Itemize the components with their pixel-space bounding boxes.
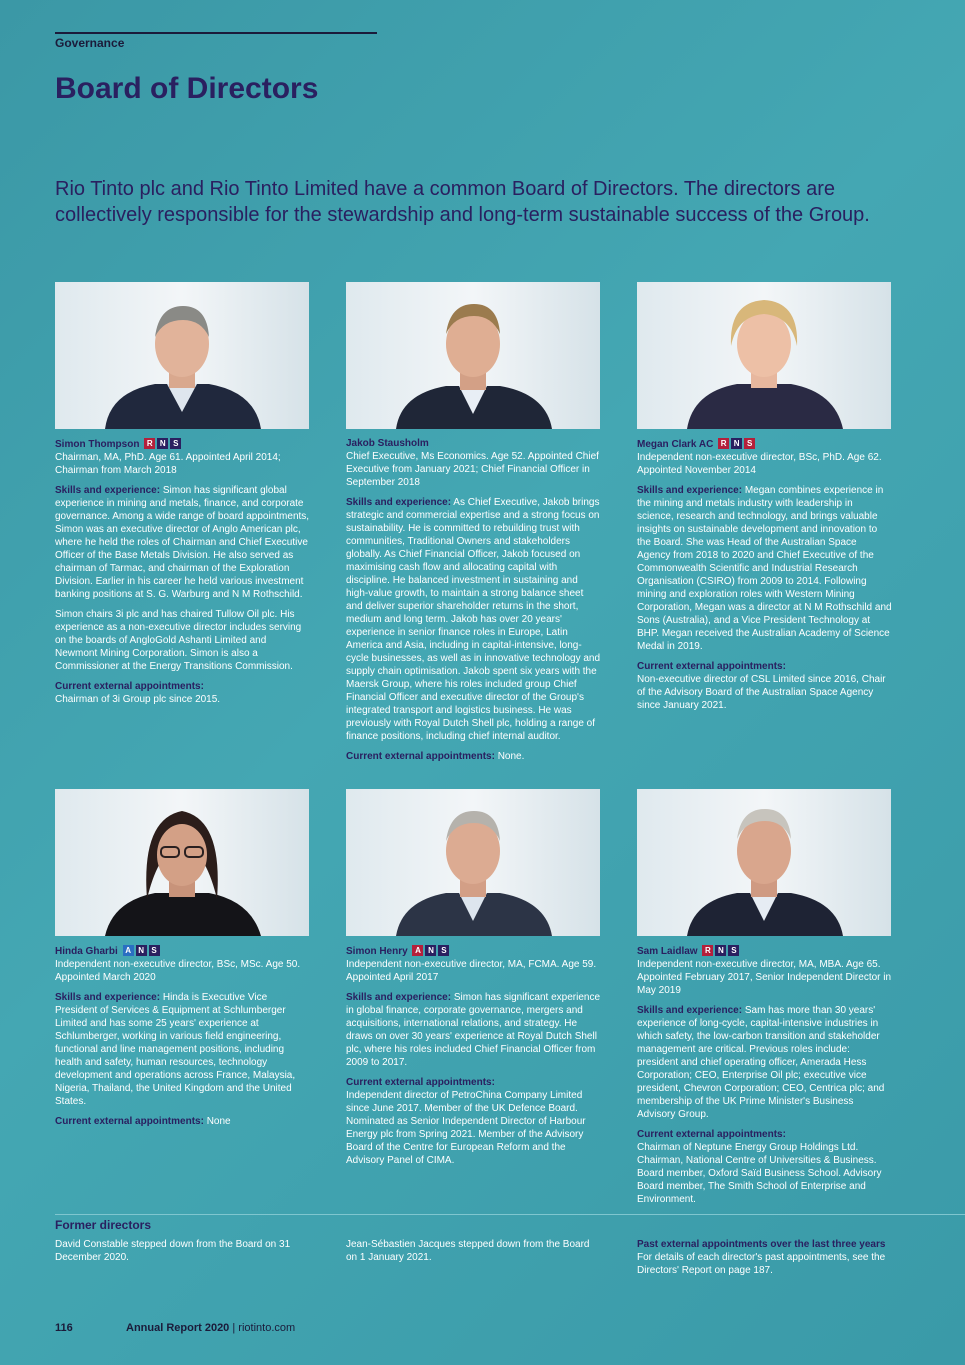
current-text: None — [206, 1116, 231, 1127]
section-label: Governance — [55, 36, 125, 50]
page-number: 116 — [55, 1322, 73, 1334]
skills-label: Skills and experience: — [346, 992, 452, 1003]
skills-label: Skills and experience: — [55, 992, 161, 1003]
current-label: Current external appointments: — [55, 681, 204, 692]
director-photo — [346, 282, 600, 429]
past-appointments-title: Past external appointments over the last three years — [637, 1239, 886, 1250]
director-photo — [346, 789, 600, 936]
director-role: Independent non-executive director, MA, MBA. Age 65. Appointed February 2017, Senior Independent Director in May 2019 — [637, 959, 892, 996]
committee-badge: R — [718, 438, 729, 449]
director-current — [55, 680, 310, 706]
director-skills — [637, 1004, 892, 1121]
director-current — [346, 1076, 601, 1167]
director-name: Simon Thompson — [55, 439, 140, 450]
skills-text: As Chief Executive, Jakob brings strategic and commercial expertise and a strong focus on sustainability. He is committed to rebuilding trust with communities, Traditional Owners and stakeholders globally. As Chief Financial Officer, Jakob focused on maximising cash flow and allocating capital with discipline. He balanced investment in sustaining and high-value growth, to maintain a strong balance sheet and deliver superior shareholder returns in the short, medium and long term. Jakob has over 20 years' experience in senior finance roles in Europe, Latin America and Asia, including in capital-intensive, long-cycle businesses, as well as in innovative technology and supply chain optimisation. Jakob spent six years with the Maersk Group, where his roles included group Chief Financial Officer and executive director of the Group's integrated transport and logistics business. He was previously with Royal Dutch Shell plc, holding a range of finance positions, including chief internal auditor. — [346, 497, 601, 742]
committee-badge: S — [744, 438, 755, 449]
director-role: Chairman, MA, PhD. Age 61. Appointed April 2014; Chairman from March 2018 — [55, 452, 281, 476]
current-label: Current external appointments: — [346, 1077, 495, 1088]
report-label — [126, 1322, 295, 1334]
skills-label: Skills and experience: — [637, 1005, 743, 1016]
director-skills — [346, 496, 601, 743]
director-photo — [637, 789, 891, 936]
director-card — [637, 282, 892, 712]
report-site: riotinto.com — [238, 1322, 296, 1334]
current-label: Current external appointments: — [637, 661, 786, 672]
current-text: Chairman of Neptune Energy Group Holdings Ltd. Chairman, National Centre of Universities & Business. Board member, Oxford Saïd Business School. Advisory Board member, The Smith School of Enterprise and Environment. — [637, 1142, 882, 1205]
director-skills — [346, 991, 601, 1069]
page-title: Board of Directors — [55, 72, 319, 105]
director-skills — [637, 484, 892, 653]
past-appointments-text: For details of each director's past appointments, see the Directors' Report on page 187. — [637, 1252, 886, 1276]
director-current — [637, 1128, 892, 1206]
director-card — [55, 282, 310, 706]
committee-badge: N — [157, 438, 168, 449]
director-name-line — [637, 437, 892, 451]
current-label: Current external appointments: — [637, 1129, 786, 1140]
current-text: None. — [497, 751, 525, 762]
committee-badges — [410, 944, 449, 957]
committee-badge: N — [425, 945, 436, 956]
director-current — [346, 750, 601, 763]
committee-badges — [700, 944, 739, 957]
director-card — [55, 789, 310, 1128]
director-card — [346, 789, 601, 1167]
committee-badges — [142, 437, 181, 450]
skills-text: Simon has significant experience in global finance, corporate governance, mergers and acquisitions, international relations, and strategy. He draws on over 30 years' experience at Royal Dutch Shell plc, where his roles included Chief Financial Officer from 2009 to 2017. — [346, 992, 601, 1068]
director-card — [637, 789, 892, 1206]
director-role: Independent non-executive director, BSc, MSc. Age 50. Appointed March 2020 — [55, 959, 301, 983]
committee-badge: R — [702, 945, 713, 956]
committee-badge: S — [170, 438, 181, 449]
director-name-line — [55, 944, 310, 958]
director-extra: Simon chairs 3i plc and has chaired Tullow Oil plc. His experience as a non-executive director includes serving on the boards of AngloGold Ashanti Limited and Newmont Mining Corporation. Simon is also a Commissioner at the Energy Transitions Commission. — [55, 609, 302, 672]
report-separator: | — [232, 1322, 236, 1334]
director-name-line — [346, 944, 601, 958]
committee-badge: N — [731, 438, 742, 449]
skills-label: Skills and experience: — [346, 497, 452, 508]
current-text: Non-executive director of CSL Limited since 2016, Chair of the Advisory Board of the Australian Space Agency since January 2021. — [637, 674, 886, 711]
committee-badge: R — [144, 438, 155, 449]
director-current — [637, 660, 892, 712]
committee-badge: A — [123, 945, 134, 956]
director-card — [346, 282, 601, 763]
director-name: Jakob Stausholm — [346, 438, 429, 449]
committee-badges — [121, 944, 160, 957]
former-directors-rule — [55, 1214, 965, 1215]
current-text: Independent director of PetroChina Company Limited since June 2017. Member of the UK Defence Board. Nominated as Senior Independent Director of Harbour Energy plc from Spring 2021. Member of the Advisory Board of the Centre for European Reform and the Advisory Panel of CIMA. — [346, 1090, 586, 1166]
report-title: Annual Report 2020 — [126, 1322, 230, 1334]
director-photo — [55, 282, 309, 429]
skills-label: Skills and experience: — [637, 485, 743, 496]
current-label: Current external appointments: — [346, 751, 495, 762]
director-role: Independent non-executive director, MA, FCMA. Age 59. Appointed April 2017 — [346, 959, 597, 983]
committee-badge: S — [438, 945, 449, 956]
skills-text: Sam has more than 30 years' experience of long-cycle, capital-intensive industries in which safety, the low-carbon transition and stakeholder management are critical. Previous roles include: president and chief operating officer, Amerada Hess Corporation; CEO, Enterprise Oil plc; executive vice president, Chevron Corporation; CEO, Centrica plc; and membership of the UK Prime Minister's Business Advisory Group. — [637, 1005, 885, 1120]
director-current — [55, 1115, 310, 1128]
committee-badge: N — [715, 945, 726, 956]
past-appointments — [637, 1238, 887, 1277]
committee-badge: A — [412, 945, 423, 956]
skills-text: Megan combines experience in the mining and metals industry with leadership in science, research and technology, and brings valuable insights on sustainable development and innovation to the Board. She was Head of the Australian Space Agency from 2018 to 2020 and Chief Executive of the Commonwealth Scientific and Industrial Research Organisation (CSIRO) from 2009 to 2014. Following mining and exploration roles with Western Mining Corporation, Megan was a director at N M Rothschild and Sons (Australia), and a Vice President Technology at BHP. Megan received the Australian Academy of Science Medal in 2019. — [637, 485, 892, 652]
director-name: Sam Laidlaw — [637, 946, 698, 957]
committee-badge: S — [728, 945, 739, 956]
director-role: Independent non-executive director, BSc, PhD. Age 62. Appointed November 2014 — [637, 452, 882, 476]
former-director-note: Jean-Sébastien Jacques stepped down from the Board on 1 January 2021. — [346, 1239, 590, 1263]
committee-badges — [716, 437, 755, 450]
skills-text: Hinda is Executive Vice President of Services & Equipment at Schlumberger Limited and has some 25 years' experience at Schlumberger, working in various field engineering, functional and line management positions, including health and safety, human resources, technology development and operations across France, Malaysia, Nigeria, Thailand, the United Kingdom and the United States. — [55, 992, 296, 1107]
director-role: Chief Executive, Ms Economics. Age 52. Appointed Chief Executive from January 2021; Chief Financial Officer in September 2018 — [346, 451, 599, 488]
intro-text: Rio Tinto plc and Rio Tinto Limited have a common Board of Directors. The directors are collectively responsible for the stewardship and long-term sustainable success of the Group. — [55, 178, 870, 226]
director-name-line — [55, 437, 310, 451]
director-name: Simon Henry — [346, 946, 408, 957]
former-director-note: David Constable stepped down from the Board on 31 December 2020. — [55, 1239, 291, 1263]
director-name-line — [637, 944, 892, 958]
skills-text: Simon has significant global experience in mining and metals, finance, and corporate governance. Among a wide range of board appointments, Simon was an executive director of Anglo American plc, where he held the roles of Chairman and Chief Executive Officer of the Base Metals Division. He also served as chairman of Tarmac, and chairman of the Exploration Division. Earlier in his career he held various investment banking positions at S. G. Warburg and N M Rothschild. — [55, 485, 310, 600]
director-photo — [55, 789, 309, 936]
current-label: Current external appointments: — [55, 1116, 204, 1127]
skills-label: Skills and experience: — [55, 485, 161, 496]
director-name: Hinda Gharbi — [55, 946, 118, 957]
section-rule — [55, 32, 377, 34]
current-text: Chairman of 3i Group plc since 2015. — [55, 694, 221, 705]
committee-badge: N — [136, 945, 147, 956]
former-directors-title: Former directors — [55, 1218, 152, 1232]
committee-badge: S — [149, 945, 160, 956]
director-photo — [637, 282, 891, 429]
director-name-line — [346, 437, 601, 450]
director-skills — [55, 991, 310, 1108]
director-name: Megan Clark AC — [637, 439, 714, 450]
director-skills — [55, 484, 310, 601]
